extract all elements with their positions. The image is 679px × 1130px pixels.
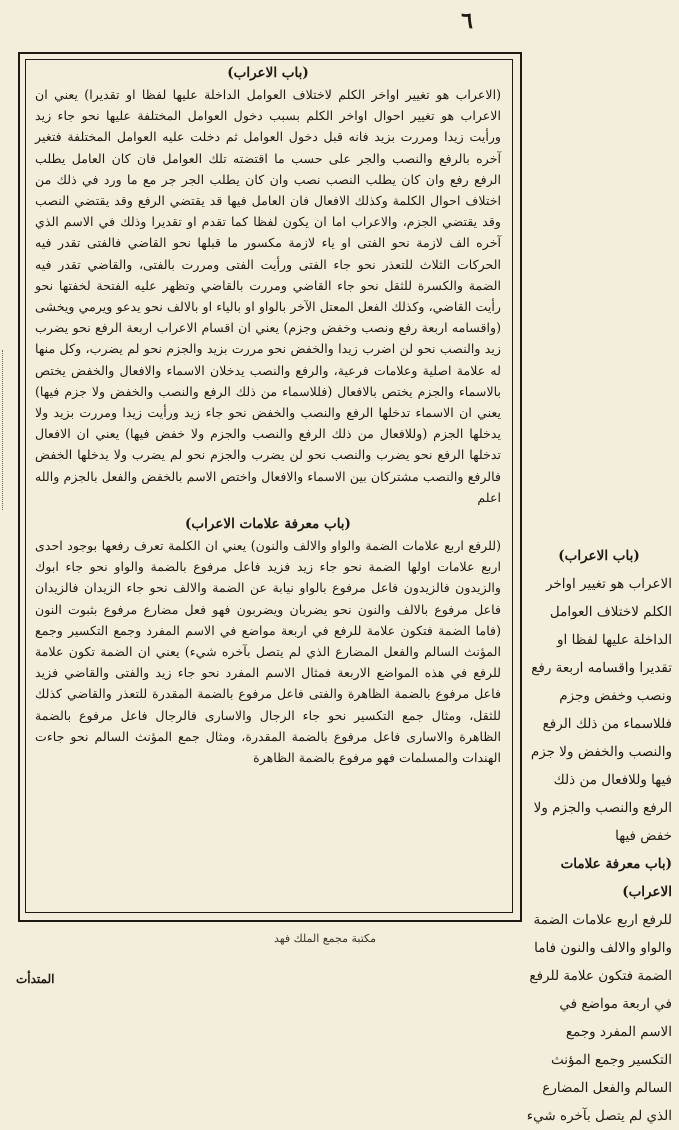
margin-matn-column — [526, 548, 672, 1124]
footer-catchword: المتدأت — [16, 972, 55, 986]
section-gap — [31, 508, 505, 514]
page-number: ٦ — [461, 8, 473, 34]
main-text-block — [31, 63, 505, 908]
margin-text-alamat: للرفع اربع علامات الضمة والواو والالف والنون فاما الضمة فتكون علامة للرفع في اربعة مواضع في الاسم المفرد وجمع التكسير وجمع المؤنث السالم والفعل المضارع الذي لم يتصل بآخره شيء — [526, 912, 672, 1124]
margin-heading-iarab: (باب الاعراب) — [558, 548, 640, 564]
chapter-heading-iarab: (باب الاعراب) — [227, 65, 309, 81]
edge-marks — [2, 350, 7, 510]
paragraph-alamat: (للرفع اربع علامات الضمة والواو والالف والنون) يعني ان الكلمة تعرف رفعها بوجود احدى اربع علامات اولها الضمة نحو جاء زيد فزيد فاعل مرفوع بالضمة والواو نحو جاء ابوك والزيدون فالزيدون فاعل مرفوع بالواو نيابة عن الضمة والالف نحو جاء الزيدان فالزيدان فاعل مرفوع بالالف والنون نحو يضربان ويضربون فهو فعل مضارع مرفوع بثبوت النون (فاما الضمة فتكون علامة للرفع في اربعة مواضع في الاسم المفرد وجمع التكسير وجمع المؤنث السالم والفعل المضارع الذي لم يتصل بآخره شيء) يعني ان الضمة تكون علامة للرفع في هذه المواضع الاربعة فمثال الاسم المفرد نحو جاء زيد والفتى والقاضي فزيد فاعل مرفوع بالضمة الظاهرة والفتى فاعل مرفوع بالضمة المقدرة للتعذر والقاضي كذلك للثقل، ومثال جمع التكسير نحو جاء الرجال والاسارى فالرجال فاعل مرفوع بالضمة الظاهرة والاسارى فاعل مرفوع بالضمة المقدرة، ومثال جمع المؤنث السالم نحو جاءت الهندات والمسلمات فهو مرفوع بالضمة الظاهرة — [35, 538, 501, 766]
margin-heading-alamat: (باب معرفة علامات الاعراب) — [560, 856, 672, 900]
paragraph-iarab: (الاعراب هو تغيير اواخر الكلم لاختلاف العوامل الداخلة عليها لفظا او تقديرا) يعني ان الاعراب هو تغيير احوال اواخر الكلم بسبب دخول العوامل المختلفة عليها نحو جاء زيد ورأيت زيدا ومررت بزيد فانه قبل دخول العوامل ثم دخلت عليه العوامل المختلفة فتغير آخره بالرفع والنصب والجر على حسب ما اقتضته تلك العوامل فان كان العامل يطلب الرفع رفع وان كان يطلب النصب نصب وان كان يطلب الجر جر مع ما ورد في ذلك من اختلاف احوال الكلمة وكذلك الافعال فان العامل فيها قد يقتضي الرفع وقد يقتضي النصب وقد يقتضي الجزم، والاعراب اما ان يكون لفظا كما تقدم او تقديرا وذلك في الاسم الذي آخره الف لازمة نحو الفتى او ياء لازمة مكسور ما قبلها نحو القاضي فالفتى تقدر فيه الحركات الثلاث للتعذر نحو جاء الفتى ورأيت الفتى ومررت بالفتى، والقاضي تقدر فيه الضمة والكسرة للثقل نحو جاء القاضي ومررت بالقاضي وتظهر عليه الفتحة لخفتها نحو رأيت القاضي، وكذلك الفعل المعتل الآخر بالواو او بالياء او بالالف نحو يدعو ويرمي ويخشى (واقسامه اربعة رفع ونصب وخفض وجزم) يعني ان اقسام الاعراب اربعة الرفع نحو يضرب زيد والنصب نحو لن اضرب زيدا والخفض نحو مررت بزيد والجزم نحو لم يضرب، وكل منها له علامة اصلية وعلامات فرعية، والرفع والنصب يدخلان الاسماء والافعال والخفض يختص بالاسماء والجزم يختص بالافعال (فللاسماء من ذلك الرفع والنصب والخفض ولا جزم فيها) يعني ان الاسماء تدخلها الرفع والنصب والخفض نحو جاء زيد ورأيت زيدا ومررت بزيد ولا يدخلها الجزم (وللافعال من ذلك الرفع والنصب والجزم ولا خفض فيها) يعني ان الافعال تدخلها الرفع نحو يضرب والنصب نحو لن يضرب والجزم نحو لم يضرب ولا يدخلها الخفض فالرفع والنصب مشتركان بين الاسماء والافعال واختص الاسم بالخفض والفعل بالجزم والله اعلم — [35, 87, 501, 505]
bottom-stamp-note: مكتبة مجمع الملك فهد — [274, 932, 376, 945]
chapter-heading-alamat: (باب معرفة علامات الاعراب) — [185, 516, 351, 533]
margin-text-iarab: الاعراب هو تغيير اواخر الكلم لاختلاف العوامل الداخلة عليها لفظا او تقديرا واقسامه اربعة رفع ونصب وخفض وجزم فللاسماء من ذلك الرفع والنصب والخفض ولا جزم فيها وللافعال من ذلك الرفع والنصب والجزم ولا خفض فيها — [530, 576, 672, 844]
